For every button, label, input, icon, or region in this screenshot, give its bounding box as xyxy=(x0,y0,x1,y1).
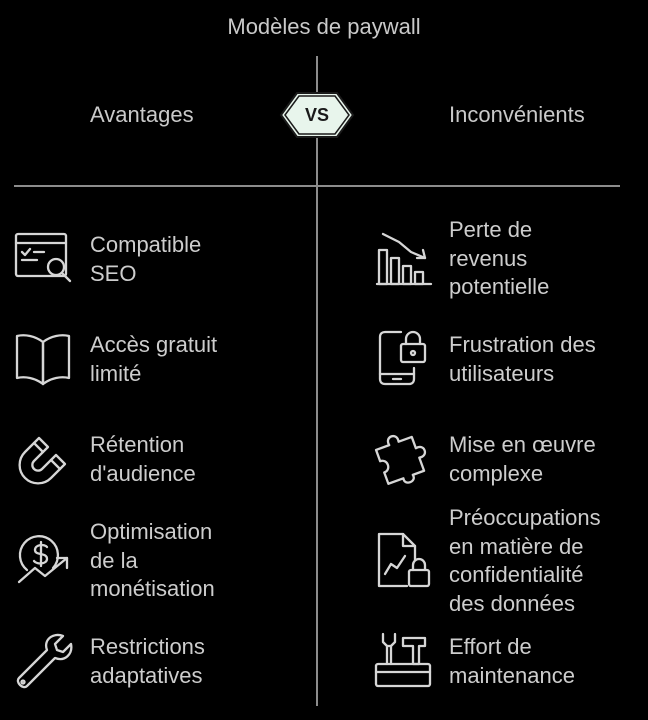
phone-lock-icon xyxy=(373,328,433,388)
advantage-label-1: Compatible SEO xyxy=(90,232,202,286)
center-divider xyxy=(316,56,318,706)
header-divider xyxy=(14,185,620,187)
wrench-icon xyxy=(13,630,73,690)
disadvantage-label-3: Mise en œuvre complexe xyxy=(449,432,596,486)
disadvantage-label-2: Frustration des utilisateurs xyxy=(449,332,596,386)
disadvantage-label-4: Préoccupations en matière de confidentialité des données xyxy=(449,505,601,616)
disadvantage-label-5: Effort de maintenance xyxy=(449,634,575,688)
declining-bar-chart-icon xyxy=(373,228,433,288)
document-lock-icon xyxy=(373,530,433,590)
advantage-label-5: Restrictions adaptatives xyxy=(90,634,205,688)
open-book-icon xyxy=(13,328,73,388)
vs-badge xyxy=(279,86,355,144)
dollar-growth-icon xyxy=(13,530,73,590)
vs-label: VS xyxy=(304,105,329,125)
advantage-label-4: Optimisation de la monétisation xyxy=(90,519,215,601)
toolbox-icon xyxy=(373,630,433,690)
disadvantages-heading: Inconvénients xyxy=(449,102,585,127)
advantages-heading: Avantages xyxy=(90,102,194,127)
advantage-label-2: Accès gratuit limité xyxy=(90,332,218,386)
puzzle-piece-icon xyxy=(373,428,433,488)
disadvantage-label-1: Perte de revenus potentielle xyxy=(449,217,550,299)
magnet-icon xyxy=(13,428,73,488)
diagram-title: Modèles de paywall xyxy=(227,14,421,39)
advantage-label-3: Rétention d'audience xyxy=(90,432,196,486)
seo-window-magnifier-icon xyxy=(13,228,73,288)
